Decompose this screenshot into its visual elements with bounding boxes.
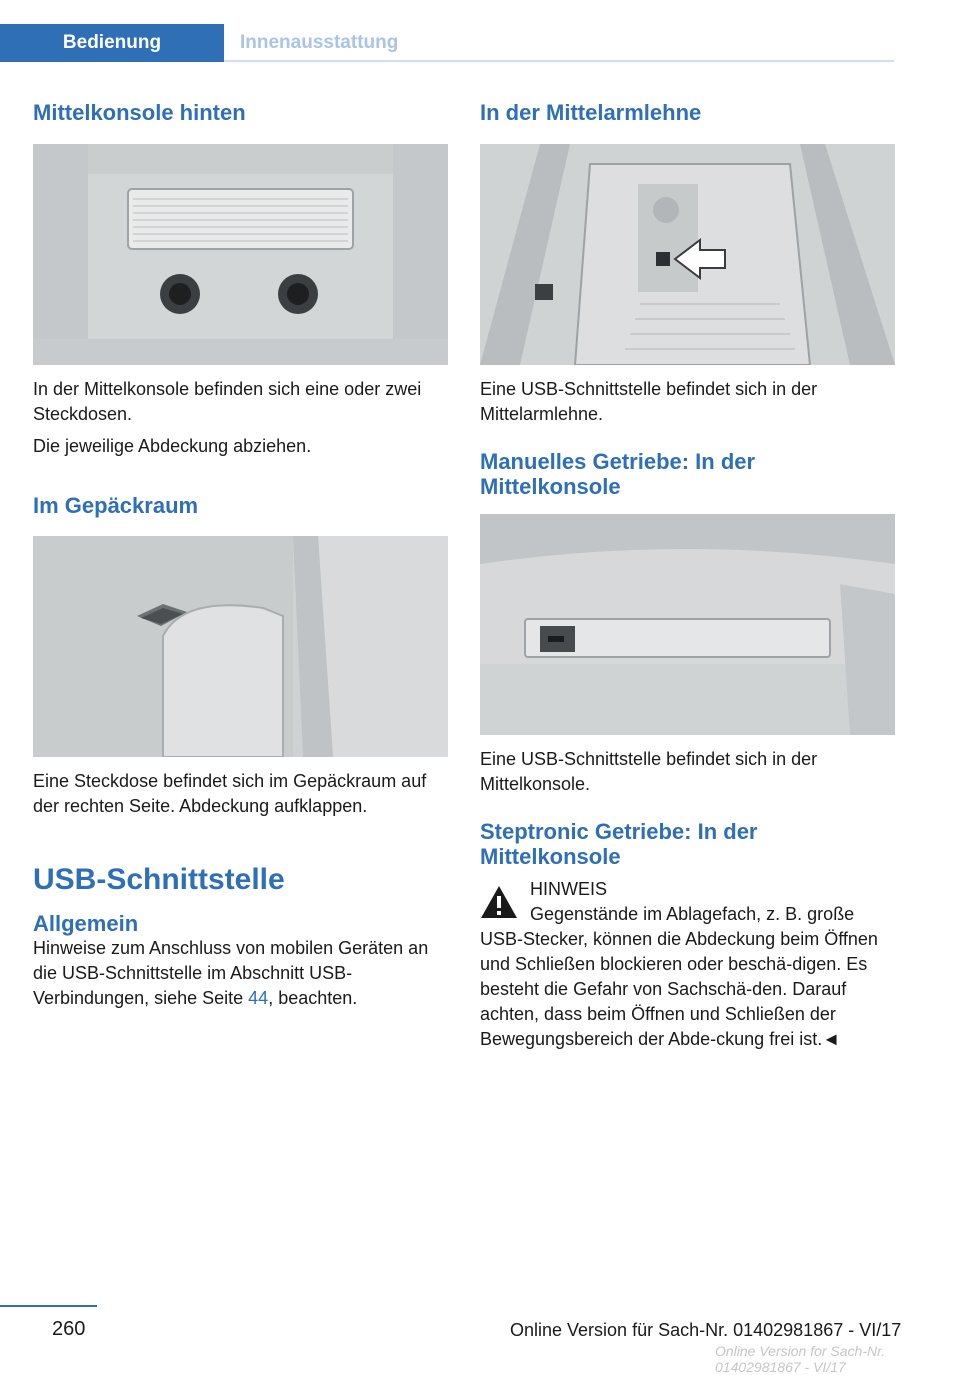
text-luggage: Eine Steckdose befindet sich im Gepäckraum auf der rechten Seite. Abdeckung aufklappen. [33,771,427,816]
footer-online-version: Online Version für Sach-Nr. 01402981867 - VI/17 [510,1320,902,1340]
tab-bedienung[interactable]: Bedienung [0,24,224,62]
text-general [33,936,448,1011]
heading-luggage: Im Gepäckraum [33,493,199,518]
text-rear-console-2: Die jeweilige Abdeckung abziehen. [33,436,312,456]
warning-text-first: Gegenstände im Ablagefach, z. B. große [530,904,855,924]
left-column [33,100,448,1011]
right-column [480,100,895,1052]
text-manual: Eine USB-Schnittstelle befindet sich in der Mittelkonsole. [480,749,818,794]
footer-divider [0,1305,97,1307]
warning-title: HINWEIS [530,879,608,899]
heading-general: Allgemein [33,911,139,936]
heading-steptronic: Steptronic Getriebe: In der Mittelkonsole [480,819,758,869]
page-reference-link[interactable]: 44 [248,988,269,1008]
text-general-before: Hinweise zum Anschluss von mobilen Geräten an die USB-Schnittstelle im Abschnitt USB-Verbindungen, siehe Seite [33,938,429,1008]
figure-rear-console [33,144,448,365]
page-number: 260 [52,1318,86,1340]
text-rear-console-1: In der Mittelkonsole befinden sich eine oder zwei Steckdosen. [33,379,422,424]
text-armrest: Eine USB-Schnittstelle befindet sich in der Mittelarmlehne. [480,379,818,424]
heading-manual: Manuelles Getriebe: In der Mittelkonsole [480,449,756,499]
warning-notice [480,877,895,1052]
figure-luggage [33,536,448,757]
warning-triangle-icon [480,885,518,919]
page-header [0,0,894,62]
heading-usb: USB-Schnittstelle [33,863,285,896]
text-general-after: , beachten. [268,988,358,1008]
heading-armrest: In der Mittelarmlehne [480,100,702,125]
figure-armrest [480,144,895,365]
tab-innenausstattung[interactable]: Innenausstattung [240,32,399,53]
warning-text: USB-Stecker, können die Abdeckung beim Öffnen und Schließen blockieren oder beschä-digen. Es besteht die Gefahr von Sachschä-den. Darauf achten, dass beim Öffnen und Schließen der Bewegungsbereich der Abde-ckung frei ist.◄ [480,929,878,1049]
figure-manual [480,514,895,735]
watermark: Online Version for Sach-Nr. 01402981867 - VI/17 [715,1343,886,1375]
header-divider [224,60,894,62]
heading-rear-console: Mittelkonsole hinten [33,100,246,125]
